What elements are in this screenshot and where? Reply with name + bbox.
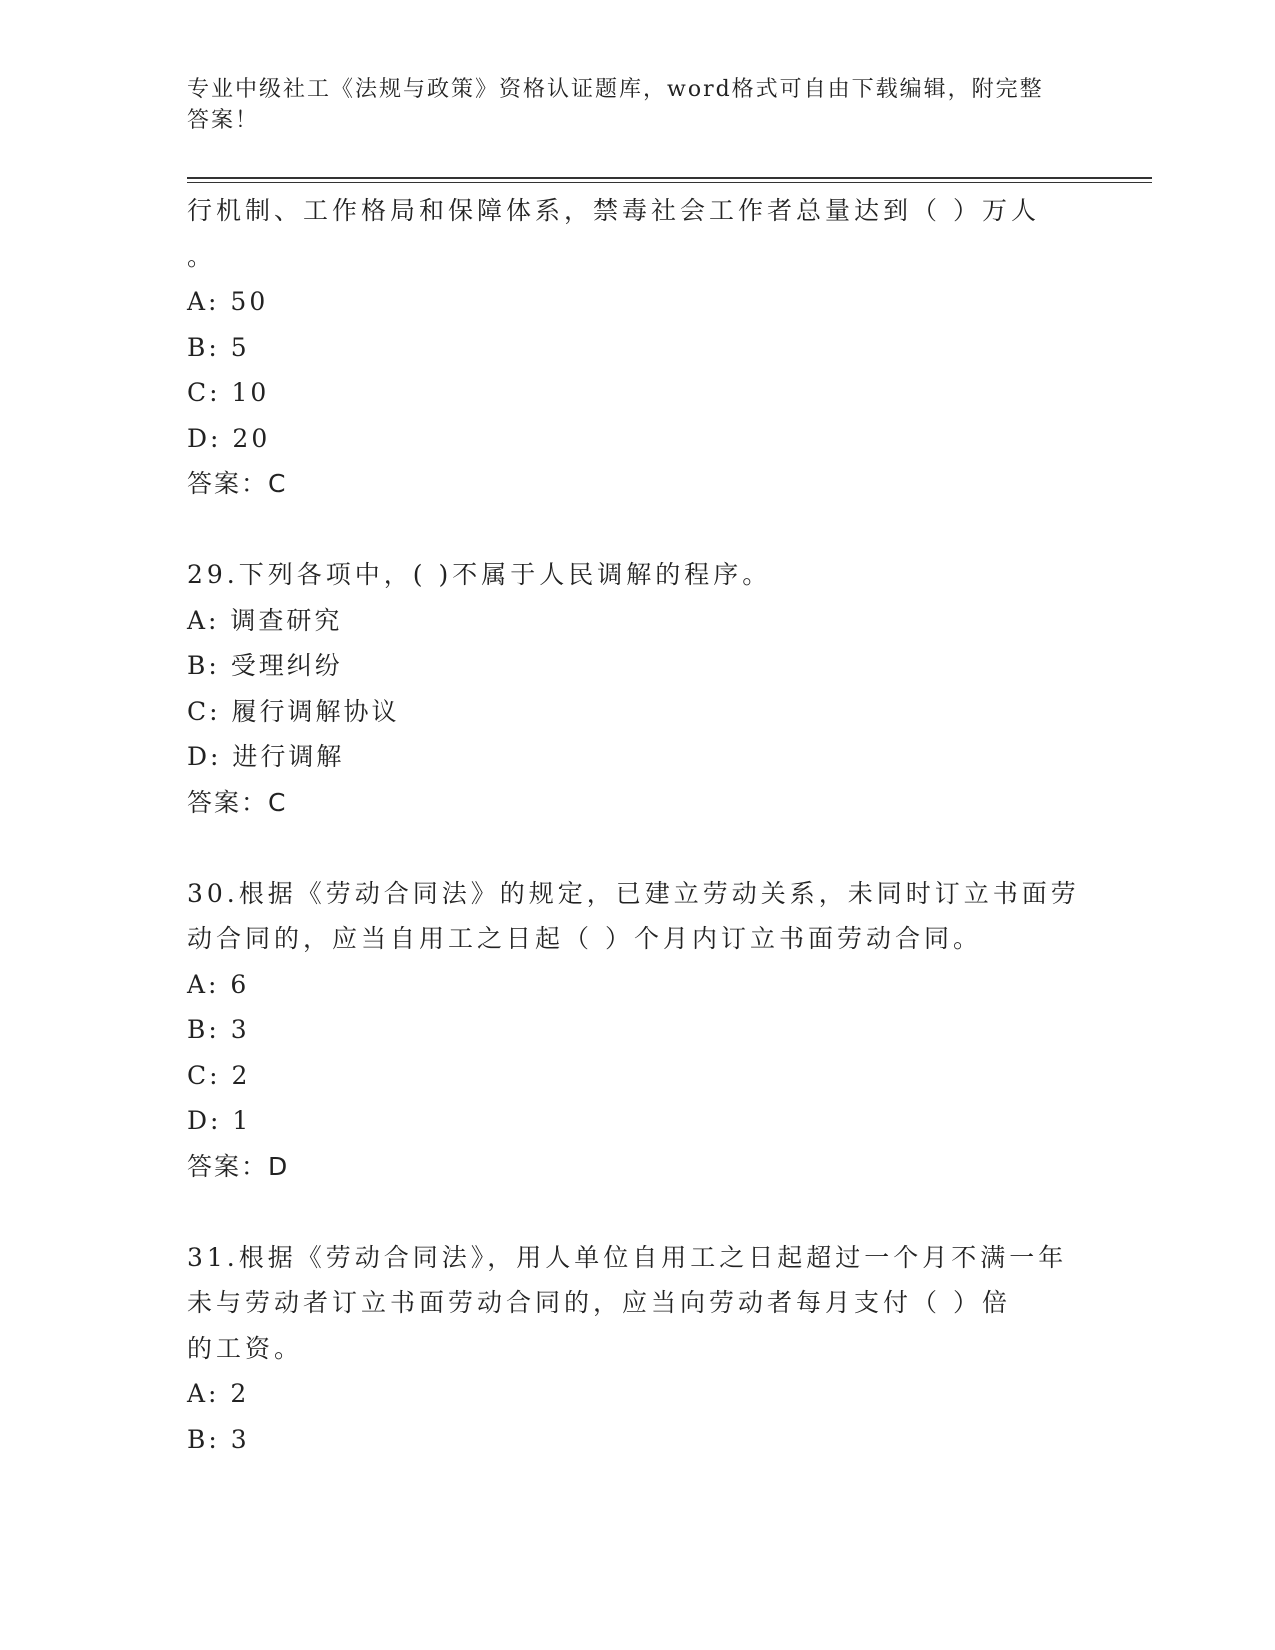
- option-b: B: 3: [187, 1424, 250, 1454]
- document-header: [187, 74, 1067, 136]
- header-line-1: 专业中级社工《法规与政策》资格认证题库，word格式可自由下载编辑，附完整: [187, 77, 1044, 102]
- option-c: C: 履行调解协议: [187, 696, 400, 726]
- option-b: B: 3: [187, 1015, 250, 1044]
- question-text-line: 29.下列各项中，( )不属于人民调解的程序。: [187, 560, 772, 589]
- option-a: A: 调查研究: [187, 605, 343, 635]
- option-d: D: 20: [187, 423, 271, 453]
- question-31: [187, 1235, 1087, 1463]
- question-text-line: 行机制、工作格局和保障体系，禁毒社会工作者总量达到（ ）万人: [187, 196, 1040, 225]
- header-divider-thin: [187, 182, 1152, 183]
- spacer: [187, 507, 1087, 553]
- option-a: A: 6: [187, 969, 250, 999]
- question-text-line: 。: [187, 241, 217, 271]
- question-text-line: 动合同的，应当自用工之日起（ ）个月内订立书面劳动合同。: [187, 924, 982, 953]
- question-text-line: 未与劳动者订立书面劳动合同的，应当向劳动者每月支付（ ）倍: [187, 1288, 1011, 1317]
- header-divider-thick: [187, 177, 1152, 179]
- question-29: [187, 552, 1087, 825]
- question-text-line: 30.根据《劳动合同法》的规定，已建立劳动关系，未同时订立书面劳: [187, 878, 1080, 908]
- question-text-line: 的工资。: [187, 1333, 304, 1363]
- option-c: C: 2: [187, 1060, 251, 1090]
- option-a: A: 50: [187, 287, 269, 316]
- header-line-2: 答案！: [187, 108, 260, 133]
- question-30: [187, 871, 1087, 1190]
- answer-line: 答案：D: [187, 1151, 290, 1181]
- option-d: D: 1: [187, 1106, 252, 1135]
- option-b: B: 受理纠纷: [187, 651, 343, 680]
- question-continued: [187, 188, 1087, 507]
- spacer: [187, 1189, 1087, 1235]
- option-c: C: 10: [187, 378, 270, 407]
- question-text-line: 31.根据《劳动合同法》，用人单位自用工之日起超过一个月不满一年: [187, 1242, 1068, 1272]
- answer-line: 答案：C: [187, 469, 288, 498]
- spacer: [187, 825, 1087, 871]
- option-d: D: 进行调解: [187, 742, 345, 771]
- option-b: B: 5: [187, 332, 250, 362]
- document-body: [187, 188, 1087, 1462]
- option-a: A: 2: [187, 1379, 250, 1408]
- answer-line: 答案：C: [187, 787, 288, 817]
